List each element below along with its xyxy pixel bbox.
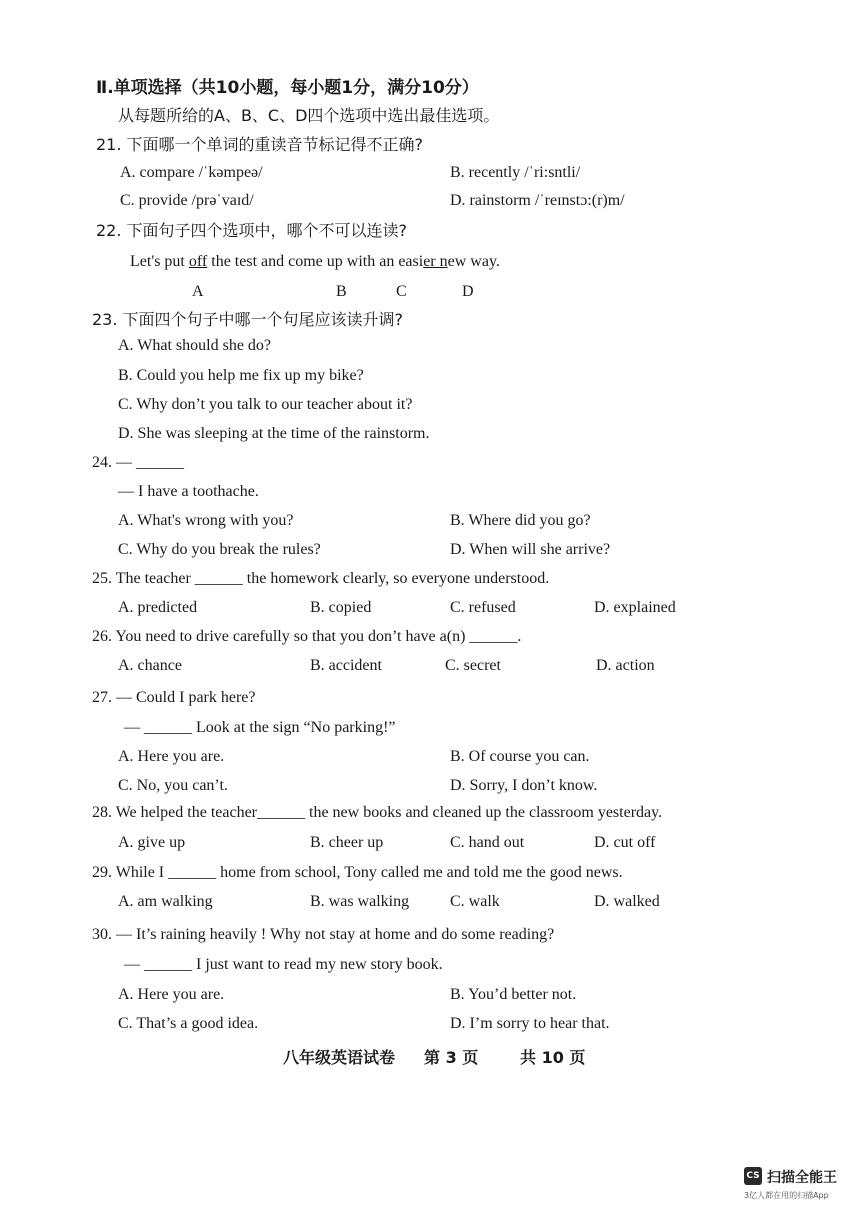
question-28-stem: 28. We helped the teacher______ the new books and cleaned up the classroom yesterday. bbox=[92, 804, 663, 821]
watermark-subtitle: 3亿人都在用的扫描App bbox=[744, 1191, 829, 1200]
question-23-option-b: B. Could you help me fix up my bike? bbox=[118, 367, 364, 384]
question-26-option-a: A. chance bbox=[118, 657, 182, 674]
question-22-marker-d: D bbox=[462, 283, 474, 300]
question-21-option-a: A. compare /ˈkəmpeə/ bbox=[120, 164, 263, 181]
question-27-stem: 27. — Could I park here? bbox=[92, 689, 256, 706]
section-title: Ⅱ.单项选择（共10小题，每小题1分，满分10分） bbox=[96, 78, 479, 98]
question-24-option-d: D. When will she arrive? bbox=[450, 541, 611, 558]
question-28-option-c: C. hand out bbox=[450, 834, 525, 851]
question-22-marker-a: A bbox=[192, 283, 204, 300]
question-21-option-b: B. recently /ˈri:sntli/ bbox=[450, 164, 581, 181]
sentence-part-linked-d: er n bbox=[423, 253, 448, 270]
question-28-option-d: D. cut off bbox=[594, 834, 656, 851]
question-27-option-d: D. Sorry, I don’t know. bbox=[450, 777, 598, 794]
question-30-reply: — ______ I just want to read my new story book. bbox=[124, 956, 443, 973]
question-30-option-a: A. Here you are. bbox=[118, 986, 225, 1003]
question-27-option-b: B. Of course you can. bbox=[450, 748, 590, 765]
question-29-stem: 29. While I ______ home from school, Tony called me and told me the good news. bbox=[92, 864, 623, 881]
watermark-title: 扫描全能王 bbox=[767, 1170, 837, 1186]
question-30-option-b: B. You’d better not. bbox=[450, 986, 577, 1003]
question-25-option-a: A. predicted bbox=[118, 599, 198, 616]
scanner-logo-icon: CS bbox=[744, 1167, 762, 1185]
question-24-option-c: C. Why do you break the rules? bbox=[118, 541, 321, 558]
question-29-option-d: D. walked bbox=[594, 893, 660, 910]
question-25-option-b: B. copied bbox=[310, 599, 372, 616]
question-26-option-c: C. secret bbox=[445, 657, 501, 674]
question-29-option-b: B. was walking bbox=[310, 893, 410, 910]
question-23-option-d: D. She was sleeping at the time of the rainstorm. bbox=[118, 425, 430, 442]
question-27-option-a: A. Here you are. bbox=[118, 748, 225, 765]
question-26-option-d: D. action bbox=[596, 657, 655, 674]
footer-exam-title: 八年级英语试卷 bbox=[283, 1048, 396, 1067]
question-30-stem: 30. — It’s raining heavily ! Why not stay at home and do some reading? bbox=[92, 926, 555, 943]
question-25-option-d: D. explained bbox=[594, 599, 676, 616]
question-24-option-b: B. Where did you go? bbox=[450, 512, 591, 529]
question-30-option-d: D. I’m sorry to hear that. bbox=[450, 1015, 610, 1032]
sentence-part: Let's put bbox=[130, 253, 189, 270]
question-21-stem: 21. 下面哪一个单词的重读音节标记得不正确? bbox=[96, 135, 424, 154]
question-21-option-c: C. provide /prəˈvaɪd/ bbox=[120, 192, 254, 209]
question-30-option-c: C. That’s a good idea. bbox=[118, 1015, 259, 1032]
question-28-option-b: B. cheer up bbox=[310, 834, 384, 851]
question-23-stem: 23. 下面四个句子中哪一个句尾应该读升调? bbox=[92, 310, 404, 329]
question-25-option-c: C. refused bbox=[450, 599, 516, 616]
question-23-option-c: C. Why don’t you talk to our teacher about it? bbox=[118, 396, 413, 413]
question-24-stem: 24. — ______ bbox=[92, 454, 184, 471]
question-29-option-a: A. am walking bbox=[118, 893, 213, 910]
question-22-stem: 22. 下面句子四个选项中，哪个不可以连读? bbox=[96, 221, 408, 240]
question-21-option-d: D. rainstorm /ˈreɪnstɔ:(r)m/ bbox=[450, 192, 625, 209]
question-22-marker-b: B bbox=[336, 283, 347, 300]
question-26-option-b: B. accident bbox=[310, 657, 382, 674]
question-24-reply: — I have a toothache. bbox=[118, 483, 259, 500]
sentence-part-linked-a: off bbox=[188, 253, 208, 270]
sentence-part: ew way. bbox=[447, 253, 500, 270]
question-23-option-a: A. What should she do? bbox=[118, 337, 272, 354]
question-22-sentence bbox=[130, 252, 500, 272]
question-22-marker-c: C bbox=[396, 283, 407, 300]
question-25-stem: 25. The teacher ______ the homework clearly, so everyone understood. bbox=[92, 570, 550, 587]
question-24-option-a: A. What's wrong with you? bbox=[118, 512, 294, 529]
question-28-option-a: A. give up bbox=[118, 834, 186, 851]
question-29-option-c: C. walk bbox=[450, 893, 500, 910]
sentence-part: the test and come up with an easi bbox=[207, 253, 424, 270]
footer-page-number: 第 3 页 bbox=[424, 1048, 479, 1067]
question-26-stem: 26. You need to drive carefully so that you don’t have a(n) ______. bbox=[92, 628, 522, 645]
section-instruction: 从每题所给的A、B、C、D四个选项中选出最佳选项。 bbox=[118, 106, 500, 125]
question-27-option-c: C. No, you can’t. bbox=[118, 777, 228, 794]
question-27-reply: — ______ Look at the sign “No parking!” bbox=[124, 719, 396, 736]
footer-total-pages: 共 10 页 bbox=[520, 1048, 586, 1067]
